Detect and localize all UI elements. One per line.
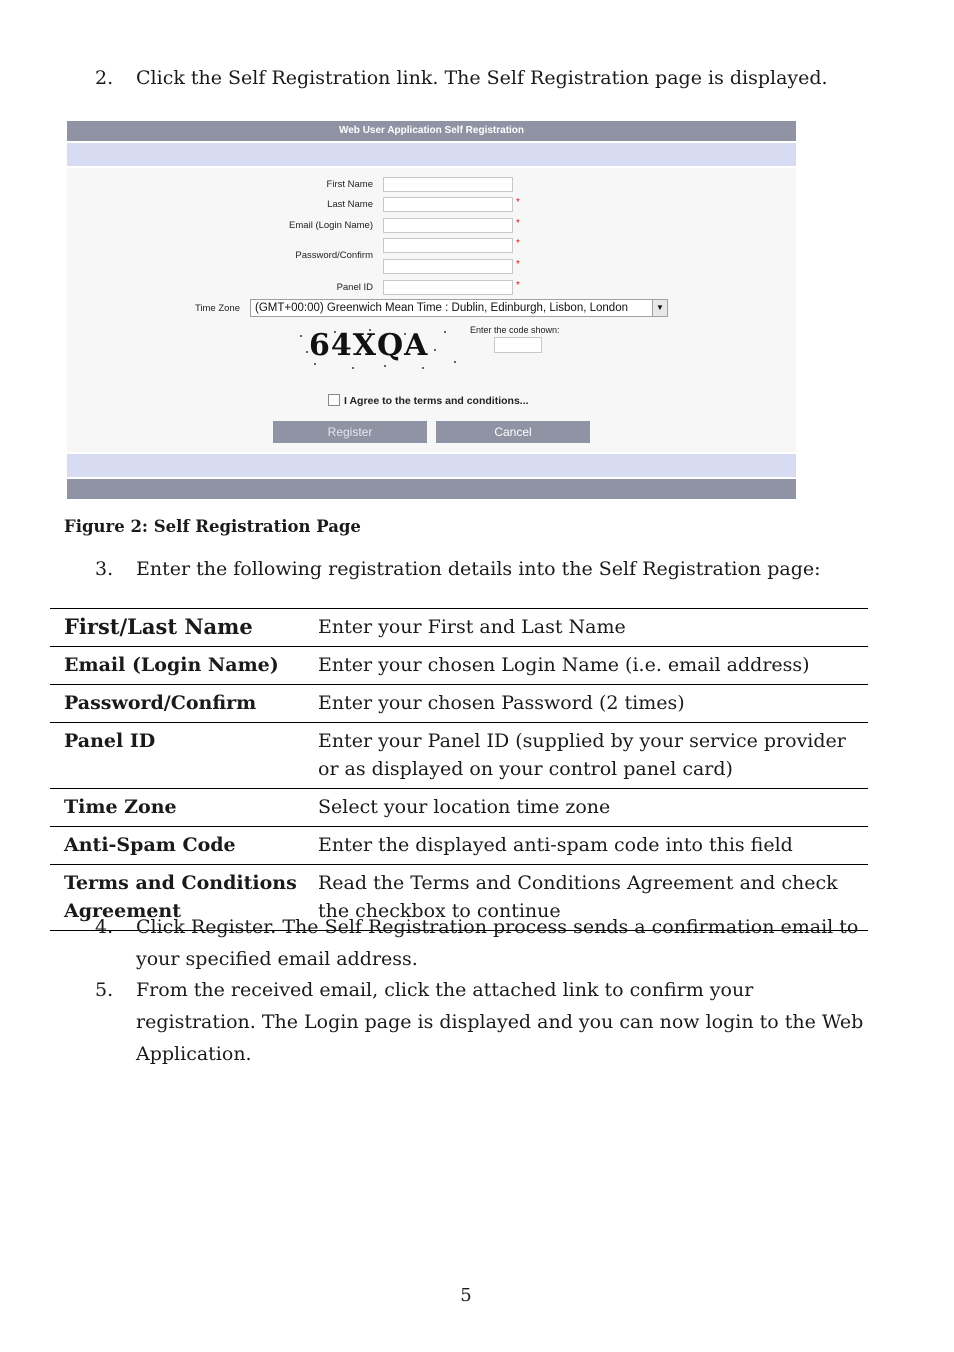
code-label: Enter the code shown: [470, 325, 560, 335]
agree-label: I Agree to the terms and conditions... [344, 395, 529, 407]
table-key: Panel ID [64, 730, 156, 752]
table-key: First/Last Name [64, 614, 253, 639]
step-number: 2. [95, 67, 114, 89]
self-registration-screenshot [67, 121, 796, 499]
table-row [50, 609, 868, 647]
table-key: Terms and Conditions Agreement [64, 872, 297, 922]
step-number: 5. [95, 979, 114, 1001]
table-key: Password/Confirm [64, 692, 257, 714]
captcha-image [295, 324, 463, 374]
footer-band [67, 454, 796, 477]
page-number: 5 [460, 1285, 472, 1306]
required-mark: * [516, 259, 520, 270]
table-row [50, 685, 868, 723]
table-key: Anti-Spam Code [64, 834, 236, 856]
panel-id-field[interactable] [383, 280, 513, 295]
form-title: Web User Application Self Registration [67, 121, 796, 141]
last-name-field[interactable] [383, 197, 513, 212]
header-band [67, 143, 796, 166]
table-key: Time Zone [64, 796, 177, 818]
table-row [50, 647, 868, 685]
code-input[interactable] [494, 337, 542, 353]
required-mark: * [516, 218, 520, 229]
agree-row[interactable] [328, 394, 529, 407]
table-value: Enter your First and Last Name [318, 616, 626, 638]
time-zone-label: Time Zone [194, 303, 240, 314]
password-label: Password/Confirm [295, 250, 373, 261]
step-text: From the received email, click the attached link to confirm your registration. The Login page is displayed and you can now login to the Web Application. [136, 979, 864, 1065]
table-key: Email (Login Name) [64, 654, 279, 676]
table-row [50, 827, 868, 865]
email-field[interactable] [383, 218, 513, 233]
last-name-label: Last Name [327, 199, 373, 210]
first-name-field[interactable] [383, 177, 513, 192]
step-text: Click Register. The Self Registration process sends a confirmation email to your specified email address. [136, 916, 859, 970]
required-mark: * [516, 280, 520, 291]
table-value: Enter your chosen Password (2 times) [318, 692, 685, 714]
step-text: Click the Self Registration link. The Self Registration page is displayed. [136, 67, 828, 89]
captcha-text: 64XQA [309, 328, 429, 363]
table-value: Enter your Panel ID (supplied by your service provider or as displayed on your control panel card) [318, 730, 846, 780]
figure-caption: Figure 2: Self Registration Page [64, 517, 361, 536]
registration-details-table [50, 608, 868, 931]
required-mark: * [516, 238, 520, 249]
chevron-down-icon[interactable]: ▼ [652, 300, 667, 316]
table-value: Enter the displayed anti-spam code into this field [318, 834, 793, 856]
step-text: Enter the following registration details into the Self Registration page: [136, 558, 821, 580]
email-label: Email (Login Name) [289, 220, 373, 231]
footer-bar [67, 479, 796, 499]
table-value: Select your location time zone [318, 796, 611, 818]
agree-checkbox[interactable] [328, 394, 340, 406]
required-mark: * [516, 197, 520, 208]
step-number: 4. [95, 916, 114, 938]
step-number: 3. [95, 558, 114, 580]
password-field[interactable] [383, 238, 513, 253]
panel-id-label: Panel ID [336, 282, 373, 293]
table-row [50, 789, 868, 827]
time-zone-value: (GMT+00:00) Greenwich Mean Time : Dublin, Edinburgh, Lisbon, London [255, 302, 628, 314]
cancel-button[interactable]: Cancel [436, 421, 590, 443]
confirm-password-field[interactable] [383, 259, 513, 274]
register-button[interactable]: Register [273, 421, 427, 443]
time-zone-select[interactable] [250, 299, 668, 317]
first-name-label: First Name [326, 179, 373, 190]
table-row [50, 723, 868, 789]
table-value: Enter your chosen Login Name (i.e. email address) [318, 654, 810, 676]
table-value: Read the Terms and Conditions Agreement and check the checkbox to continue [318, 872, 838, 922]
